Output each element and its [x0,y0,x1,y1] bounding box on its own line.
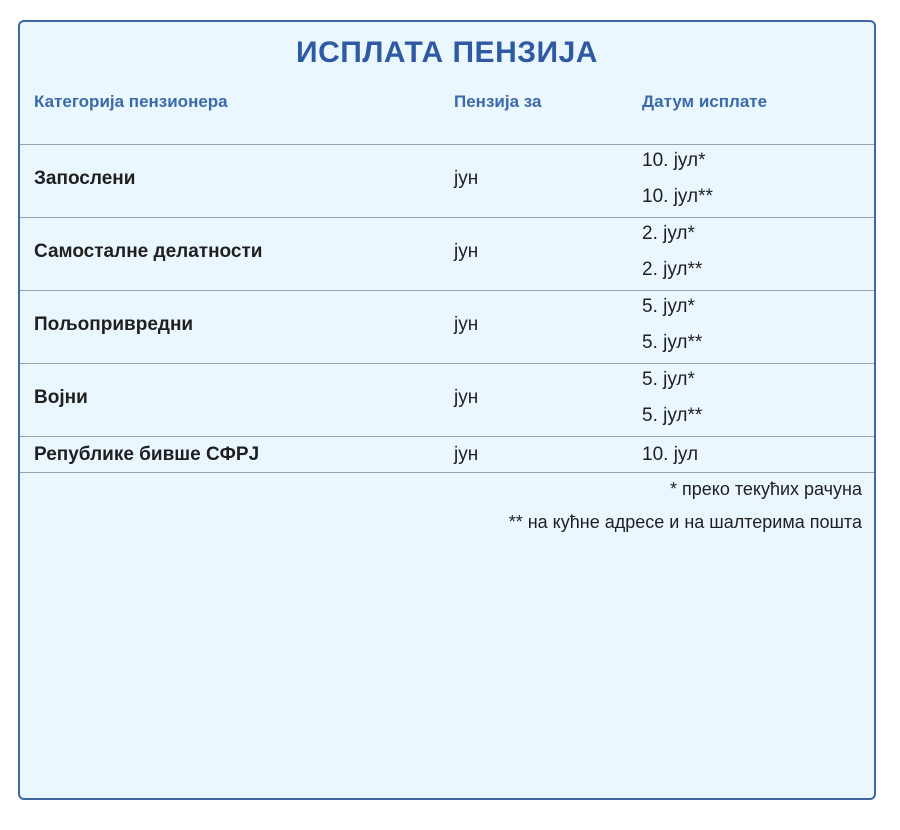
row-dates [642,150,713,222]
table-row [20,217,874,290]
date-bank: 10. јул* [642,150,706,171]
row-pension-for: јун [454,241,479,262]
row-dates [642,296,702,368]
table-row [20,363,874,436]
row-pension-for: јун [454,314,479,335]
row-category: Републике бивше СФРЈ [34,444,260,465]
header-payment-date: Датум исплате [642,92,768,111]
row-category: Војни [34,387,88,408]
table-row [20,144,874,217]
row-pension-for: јун [454,444,479,465]
date-single: 10. јул [642,444,699,465]
row-pension-for: јун [454,168,479,189]
footnotes [509,478,862,544]
table-row [20,436,874,473]
row-category: Самосталне делатности [34,241,263,262]
row-dates [642,223,702,295]
footnote-post: ** на кућне адресе и на шалтерима пошта [508,512,862,532]
header-pension-for: Пензија за [454,92,542,111]
date-post: 5. јул** [642,332,703,353]
header-category: Категорија пензионера [34,92,228,111]
row-pension-for: јун [454,387,479,408]
date-post: 10. јул** [642,186,713,207]
payment-table [20,144,874,473]
row-dates [642,369,702,441]
date-bank: 5. јул* [642,369,695,390]
table-row [20,290,874,363]
footnote-bank: * преко текућих рачуна [669,479,862,499]
row-category: Пољопривредни [34,314,194,335]
row-category: Запослени [34,168,136,189]
date-bank: 5. јул* [642,296,695,317]
date-post: 2. јул** [642,259,703,280]
row-dates [642,444,698,466]
pension-payment-card [18,20,876,800]
date-post: 5. јул** [642,405,703,426]
page-title: ИСПЛАТА ПЕНЗИЈА [296,36,598,69]
date-bank: 2. јул* [642,223,695,244]
